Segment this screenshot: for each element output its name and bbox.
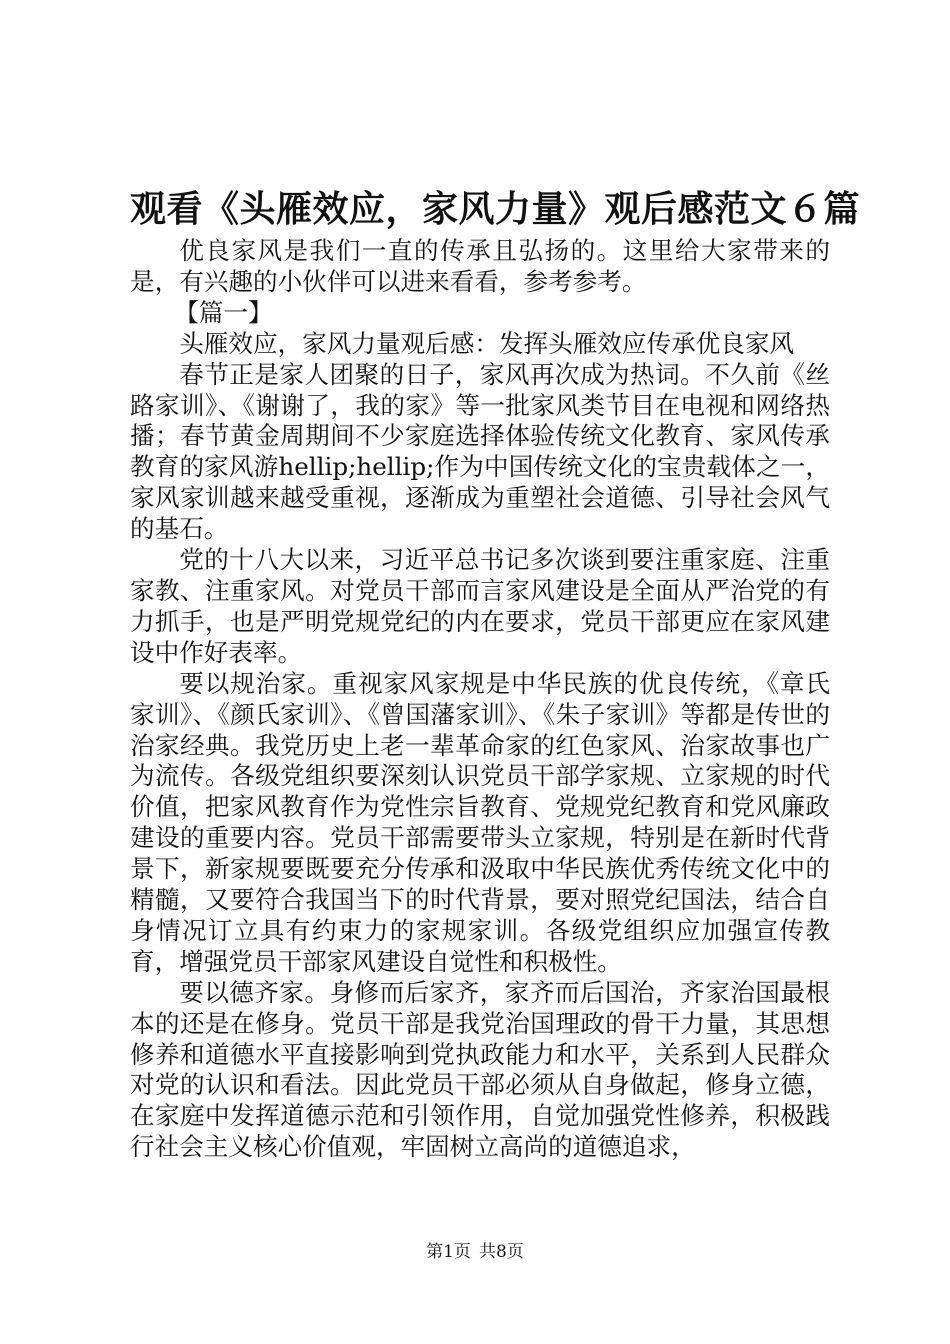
page-footer xyxy=(0,1240,950,1264)
article-subtitle: 头雁效应，家风力量观后感：发挥头雁效应传承优良家风 xyxy=(179,328,795,358)
document-title: 观看《头雁效应，家风力量》观后感范文６篇 xyxy=(130,188,861,230)
body-paragraph: 党的十八大以来，习近平总书记多次谈到要注重家庭、注重家教、注重家风。对党员干部而言家风建设是全面从严治党的有力抓手，也是严明党规党纪的内在要求，党员干部更应在家风建设中作好表率。 xyxy=(130,545,830,667)
document-body xyxy=(130,236,830,1163)
body-paragraph: 要以德齐家。身修而后家齐，家齐而后国治，齐家治国最根本的还是在修身。党员干部是我党治国理政的骨干力量，其思想修养和道德水平直接影响到党执政能力和水平，关系到人民群众对党的认识和看法。因此党员干部必须从自身做起，修身立德，在家庭中发挥道德示范和引领作用，自觉加强党性修养，积极践行社会主义核心价值观，牢固树立高尚的道德追求， xyxy=(130,977,830,1162)
page-total: 共8页 xyxy=(479,1242,524,1262)
body-paragraph: 春节正是家人团聚的日子，家风再次成为热词。不久前《丝路家训》、《谢谢了，我的家》等一批家风类节目在电视和网络热播；春节黄金周期间不少家庭选择体验传统文化教育、家风传承教育的家风游hellip;hellip;作为中国传统文化的宝贵载体之一，家风家训越来越受重视，逐渐成为重塑社会道德、引导社会风气的基石。 xyxy=(130,359,830,544)
intro-paragraph: 优良家风是我们一直的传承且弘扬的。这里给大家带来的是，有兴趣的小伙伴可以进来看看，参考参考。 xyxy=(130,236,830,296)
body-paragraph: 要以规治家。重视家风家规是中华民族的优良传统，《章氏家训》、《颜氏家训》、《曾国藩家训》、《朱子家训》等都是传世的治家经典。我党历史上老一辈革命家的红色家风、治家故事也广为流传。各级党组织要深刻认识党员干部学家规、立家规的时代价值，把家风教育作为党性宗旨教育、党规党纪教育和党风廉政建设的重要内容。党员干部需要带头立家规，特别是在新时代背景下，新家规要既要充分传承和汲取中华民族优秀传统文化中的精髓，又要符合我国当下的时代背景，要对照党纪国法，结合自身情况订立具有约束力的家规家训。各级党组织应加强宣传教育，增强党员干部家风建设自觉性和积极性。 xyxy=(130,668,830,976)
page-number: 第1页 xyxy=(426,1242,471,1262)
section-heading: 【篇一】 xyxy=(174,297,273,327)
